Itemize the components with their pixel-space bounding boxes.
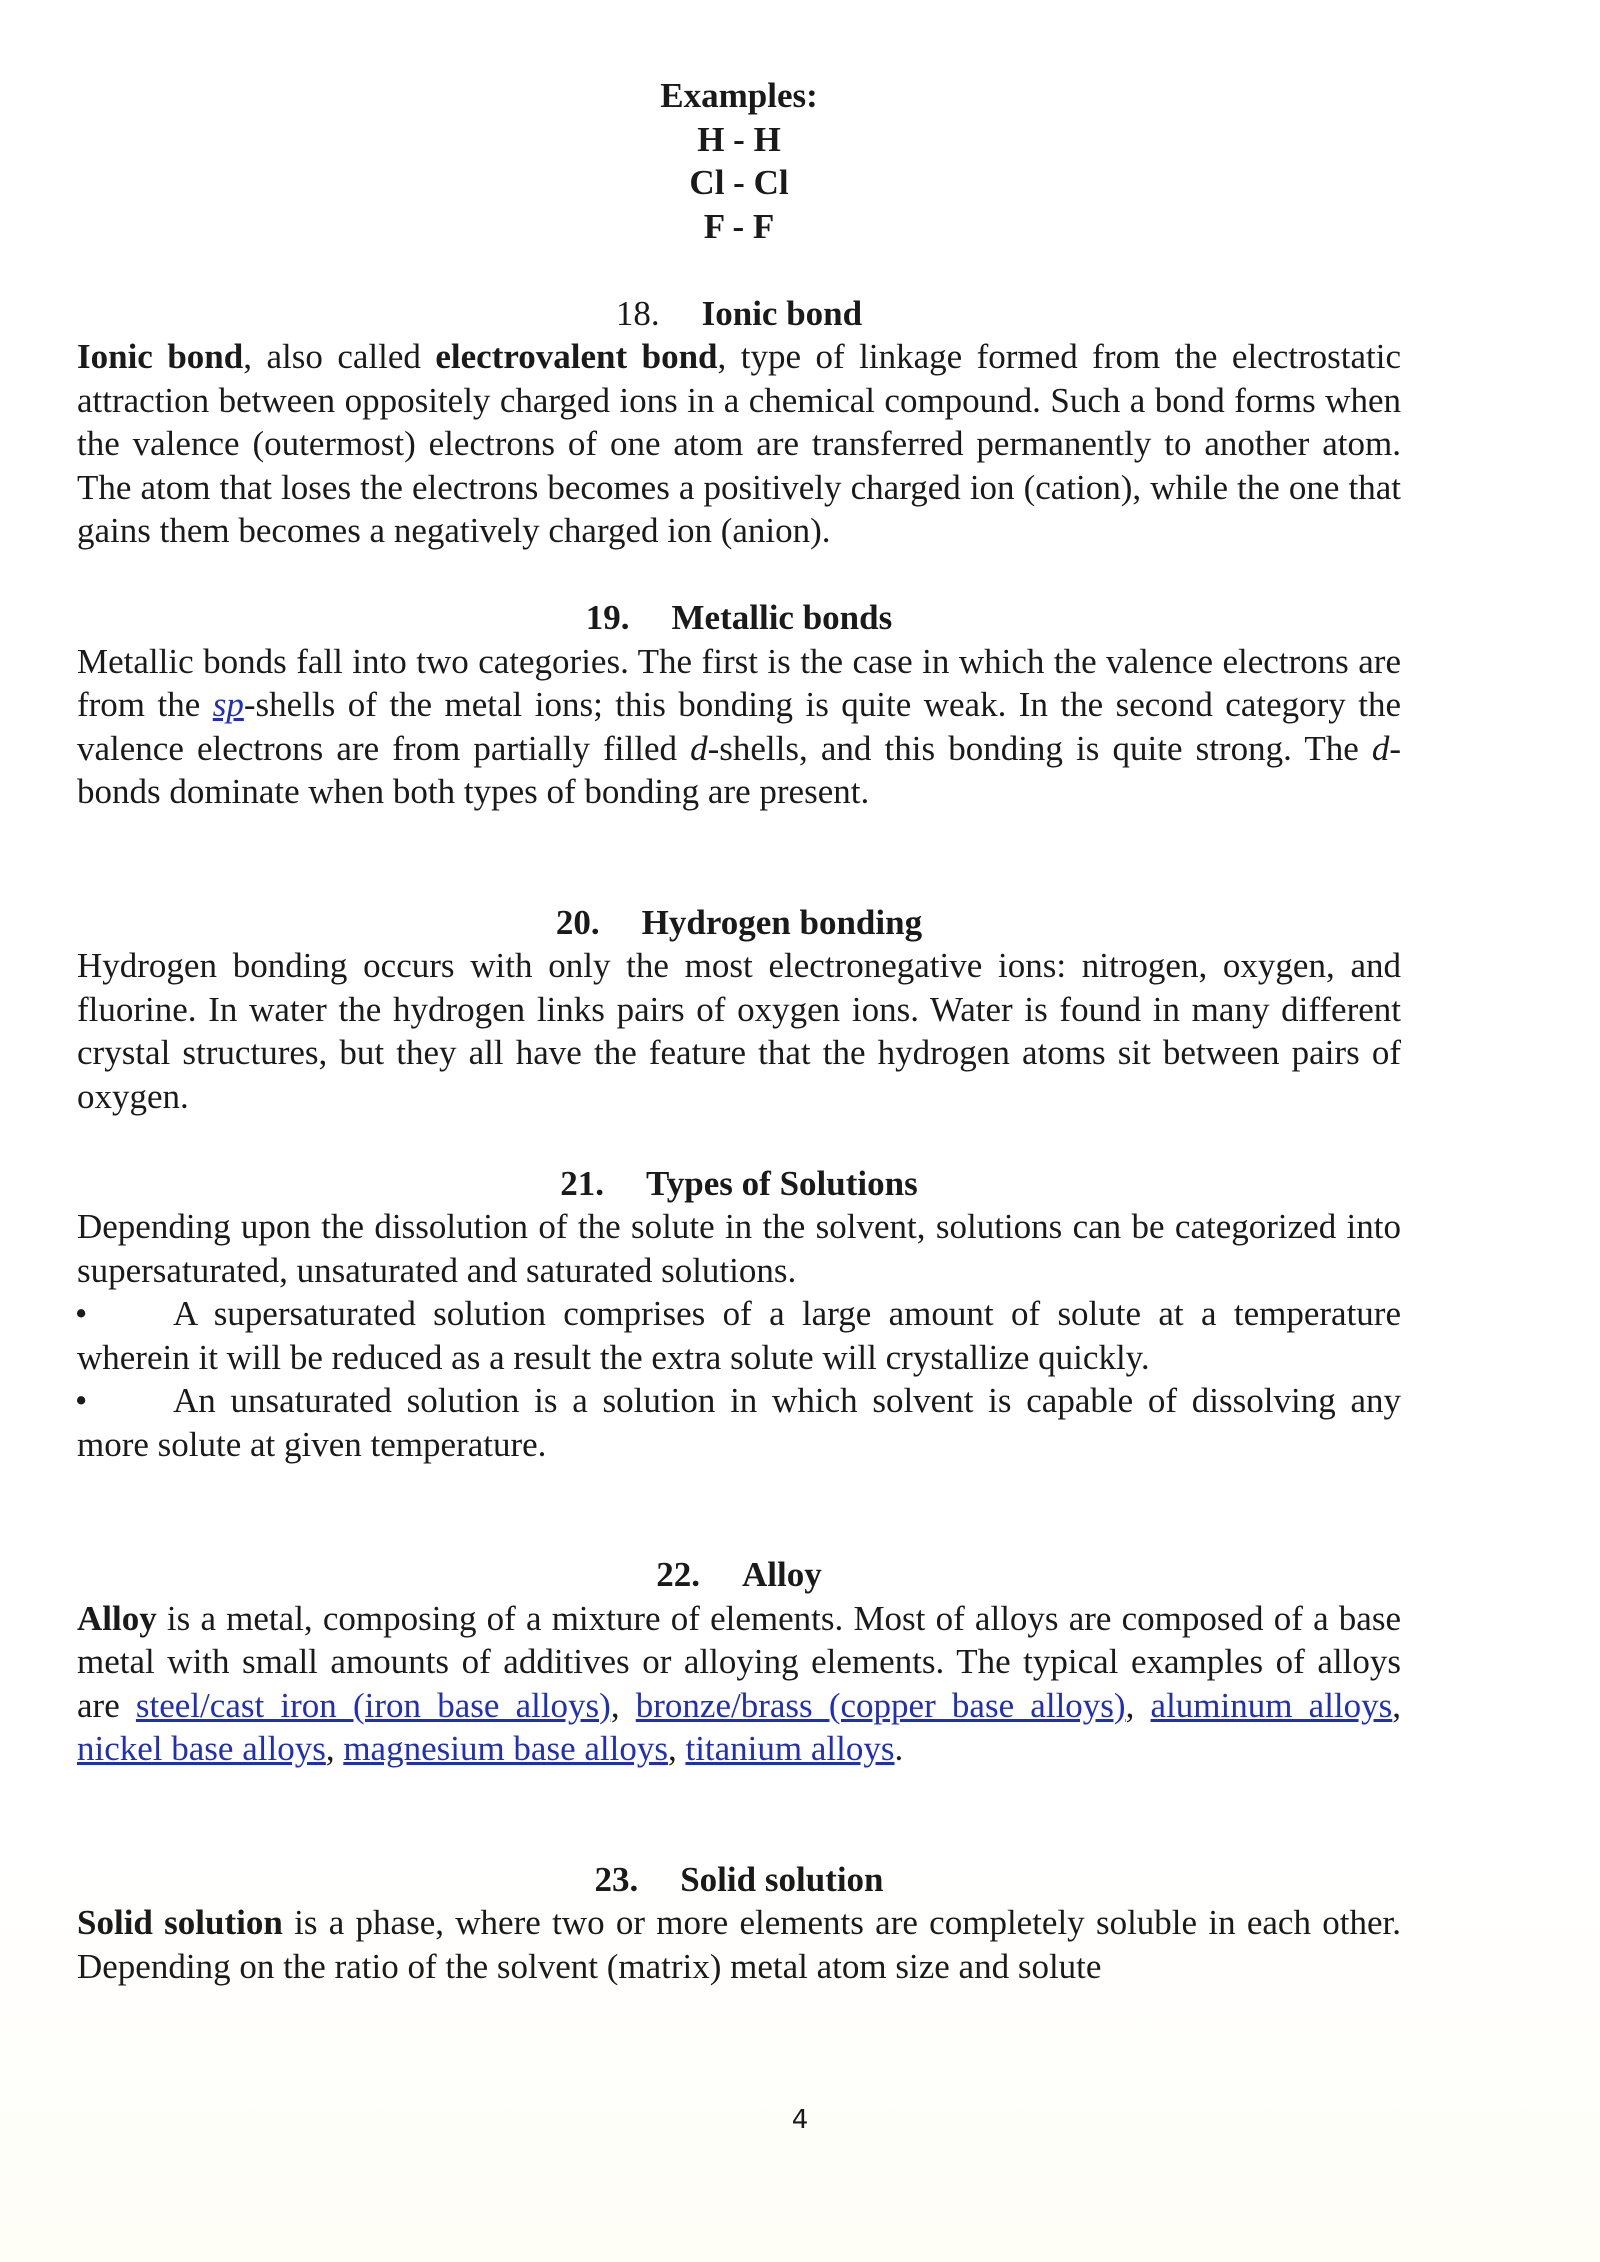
paragraph-end: . (894, 1729, 904, 1768)
page-number: 4 (791, 2105, 809, 2135)
link-iron-base-alloys[interactable]: steel/cast iron (iron base alloys) (135, 1685, 611, 1725)
section-number: 20. (555, 902, 600, 942)
paragraph-metallic-bonds (77, 640, 1401, 814)
examples-block (77, 74, 1401, 248)
bullet-dot: • (75, 1294, 88, 1333)
paragraph-solid-solution (77, 1901, 1401, 1988)
paragraph-text: -shells, and this bonding is quite strong. The (707, 728, 1372, 768)
bullet-dot: • (75, 1381, 88, 1420)
paragraph-text: -bonds dominate when both types of bonding are present. (77, 728, 1401, 811)
separator: , (325, 1729, 344, 1768)
link-copper-base-alloys[interactable]: bronze/brass (copper base alloys) (635, 1685, 1126, 1725)
section-heading-ionic-bond (77, 292, 1401, 336)
paragraph-text: Metallic bonds fall into two categories. The first is the case in which the valence electrons are from the (77, 641, 1401, 724)
bullet-item (77, 1292, 1401, 1379)
section-heading-types-of-solutions (77, 1162, 1401, 1206)
italic-d: d (1371, 728, 1390, 768)
section-title: Metallic bonds (671, 598, 893, 637)
paragraph-text: , type of linkage formed from the electrostatic attraction between oppositely charged ions in a chemical compound. Such a bond forms when the valence (outermost) electrons of one atom are transferred permanently to another atom. The atom that loses the electrons becomes a positively charged ion (cation), while the one that gains them becomes a negatively charged ion (anion). (77, 337, 1401, 550)
separator: , (667, 1729, 686, 1768)
section-heading-solid-solution (77, 1858, 1401, 1902)
separator: , (610, 1685, 636, 1725)
bullet-item (77, 1379, 1401, 1466)
example-formula: H - H (697, 119, 781, 159)
link-aluminum-alloys[interactable]: aluminum alloys (1150, 1685, 1393, 1725)
section-heading-hydrogen-bonding (77, 901, 1401, 945)
link-titanium-alloys[interactable]: titanium alloys (685, 1729, 895, 1768)
bullet-text: An unsaturated solution is a solution in which solvent is capable of dissolving any more solute at given temperature. (77, 1381, 1401, 1464)
section-number: 21. (560, 1163, 605, 1203)
section-heading-alloy (77, 1553, 1401, 1597)
paragraph-ionic-bond (77, 335, 1401, 553)
section-number: 23. (594, 1859, 639, 1899)
term-ionic-bond: Ionic bond (77, 337, 244, 376)
paragraph-text: -shells of the metal ions; this bonding is quite weak. In the second category the valence electrons are from partially filled (77, 685, 1402, 768)
example-formula: F - F (703, 206, 775, 246)
section-title: Hydrogen bonding (641, 902, 923, 942)
italic-d: d (690, 728, 708, 768)
section-number: 18. (615, 293, 660, 333)
bullet-text: A supersaturated solution comprises of a large amount of solute at a temperature wherein it will be reduced as a result the extra solute will crystallize quickly. (77, 1294, 1401, 1377)
paragraph-alloy (77, 1597, 1401, 1771)
section-title: Types of Solutions (646, 1163, 918, 1203)
section-title: Alloy (742, 1555, 822, 1594)
page-content (77, 74, 1401, 1988)
term-alloy: Alloy (77, 1598, 157, 1638)
term-electrovalent-bond: electrovalent bond (435, 337, 718, 376)
section-title: Ionic bond (701, 293, 863, 333)
term-solid-solution: Solid solution (77, 1903, 283, 1942)
separator: , (1392, 1685, 1402, 1725)
paragraph-text: is a metal, composing of a mixture of elements. Most of alloys are composed of a base metal with small amounts of additives or alloying elements. The typical examples of alloys are (77, 1598, 1401, 1725)
section-heading-metallic-bonds (77, 596, 1401, 640)
link-nickel-base-alloys[interactable]: nickel base alloys (77, 1729, 326, 1768)
paragraph-hydrogen-bonding: Hydrogen bonding occurs with only the most electronegative ions: nitrogen, oxygen, and fluorine. In water the hydrogen links pairs of oxygen ions. Water is found in many different crystal structures, but they all have the feature that the hydrogen atoms sit between pairs of oxygen. (77, 946, 1401, 1116)
section-title: Solid solution (680, 1859, 884, 1899)
section-number: 22. (656, 1555, 700, 1594)
examples-title: Examples: (660, 76, 818, 115)
paragraph-text: is a phase, where two or more elements are completely soluble in each other. Depending on the ratio of the solvent (matrix) metal atom size and solute (77, 1903, 1401, 1986)
separator: , (1125, 1685, 1151, 1725)
section-number: 19. (585, 598, 630, 637)
paragraph-text: , also called (243, 337, 436, 376)
link-magnesium-base-alloys[interactable]: magnesium base alloys (343, 1729, 668, 1768)
example-formula: Cl - Cl (689, 163, 789, 202)
paragraph-solutions-intro: Depending upon the dissolution of the solute in the solvent, solutions can be categorized into supersaturated, unsaturated and saturated solutions. (77, 1207, 1401, 1290)
link-sp[interactable]: sp (212, 685, 244, 724)
